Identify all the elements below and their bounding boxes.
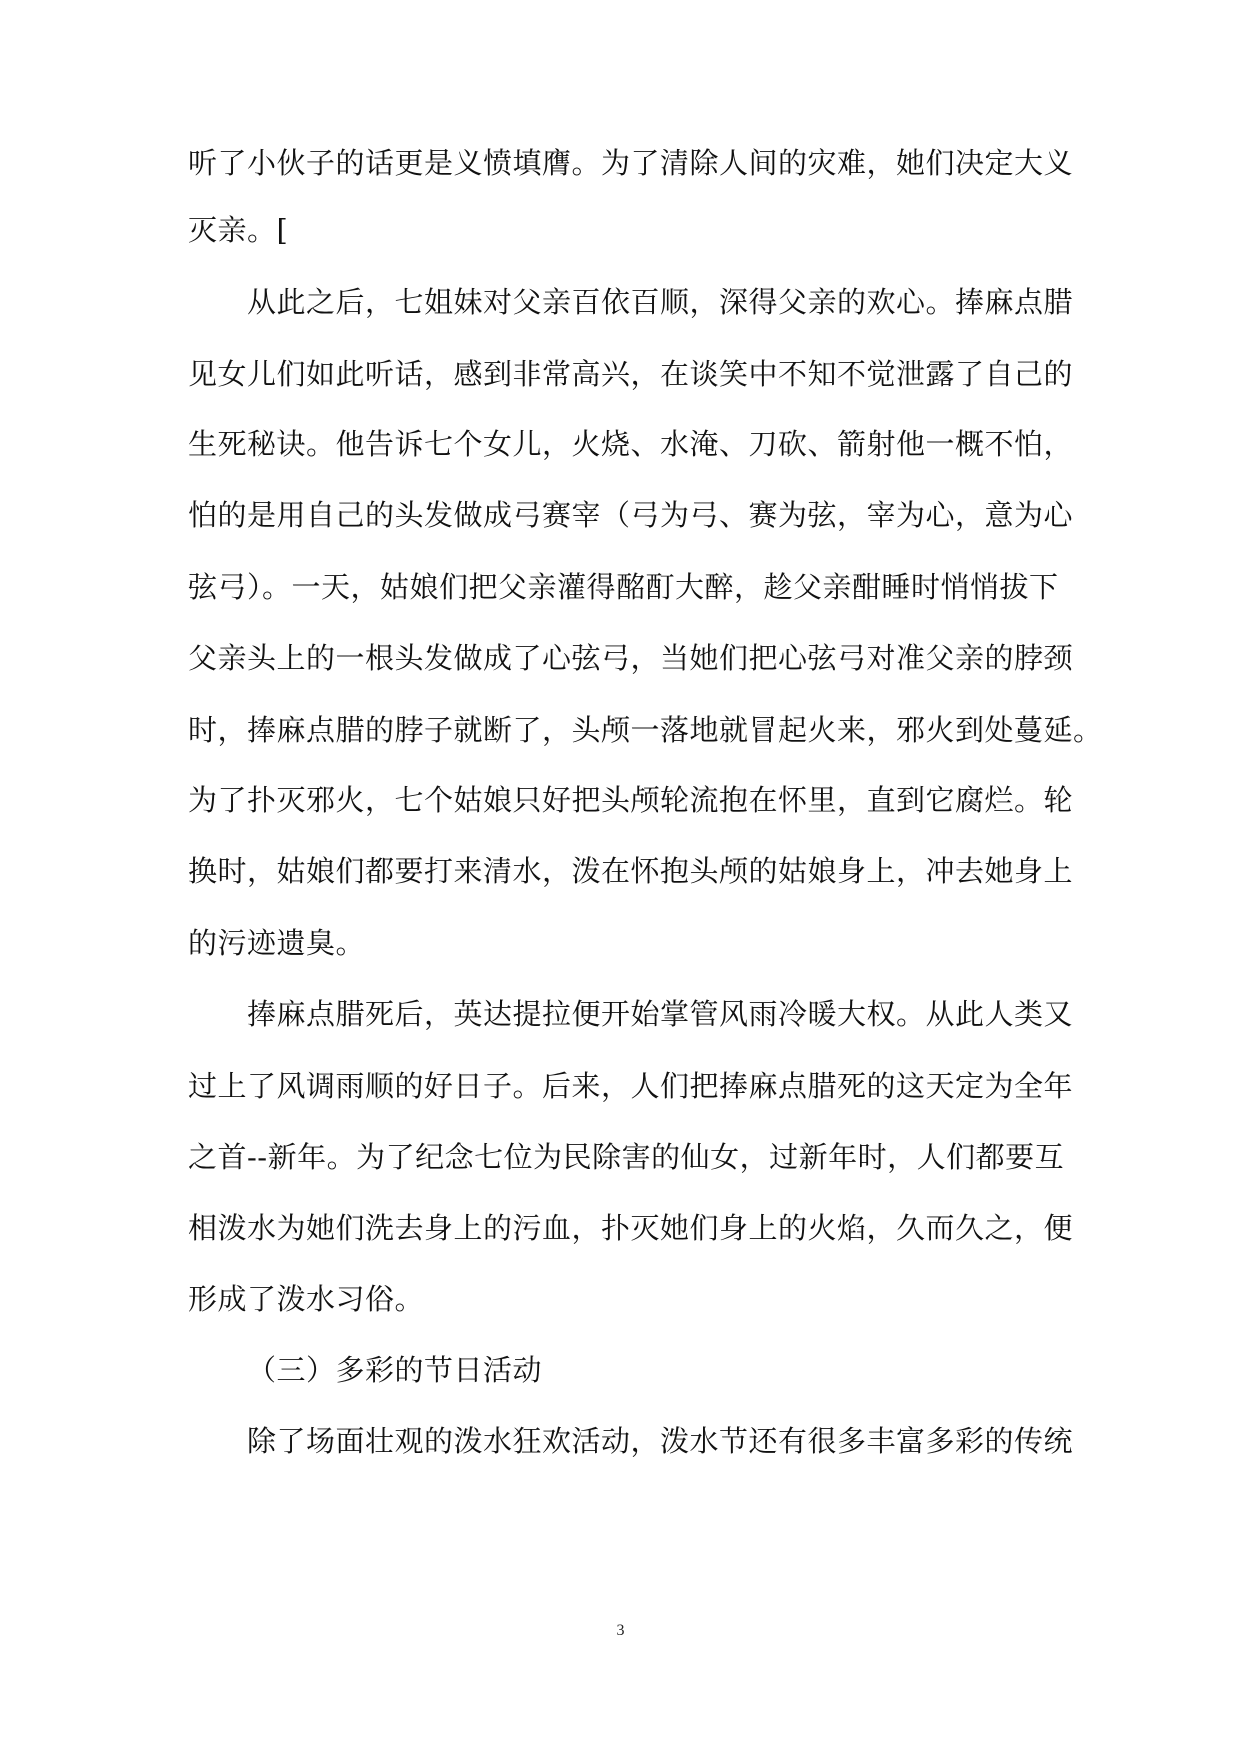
paragraph-line: 父亲头上的一根头发做成了心弦弓，当她们把心弦弓对准父亲的脖颈 (188, 641, 1074, 675)
paragraph-line: 的污迹遗臭。 (188, 926, 366, 960)
paragraph-line: 相泼水为她们洗去身上的污血，扑灭她们身上的火焰，久而久之，便 (188, 1211, 1074, 1245)
paragraph-line: 从此之后，七姐妹对父亲百依百顺，深得父亲的欢心。捧麻点腊 (247, 285, 1074, 319)
paragraph-line: 怕的是用自己的头发做成弓赛宰（弓为弓、赛为弦，宰为心，意为心 (188, 498, 1074, 532)
paragraph-line: 为了扑灭邪火，七个姑娘只好把头颅轮流抱在怀里，直到它腐烂。轮 (188, 783, 1074, 817)
paragraph-line: 形成了泼水习俗。 (188, 1282, 425, 1316)
page-number: 3 (616, 1622, 625, 1639)
paragraph-line: 除了场面壮观的泼水狂欢活动，泼水节还有很多丰富多彩的传统 (247, 1424, 1074, 1458)
paragraph-line: 生死秘诀。他告诉七个女儿，火烧、水淹、刀砍、箭射他一概不怕， (188, 427, 1074, 461)
paragraph-line: 弦弓）。一天，姑娘们把父亲灌得酩酊大醉，趁父亲酣睡时悄悄拔下 (188, 570, 1059, 604)
paragraph-line: 捧麻点腊死后，英达提拉便开始掌管风雨冷暖大权。从此人类又 (247, 997, 1074, 1031)
paragraph-line: 灭亲。[ (188, 213, 289, 247)
paragraph-line: 过上了风调雨顺的好日子。后来，人们把捧麻点腊死的这天定为全年 (188, 1069, 1074, 1103)
paragraph-line: 见女儿们如此听话，感到非常高兴，在谈笑中不知不觉泄露了自己的 (188, 357, 1074, 391)
paragraph-line: 时，捧麻点腊的脖子就断了，头颅一落地就冒起火来，邪火到处蔓延。 (188, 713, 1103, 747)
paragraph-line: 之首--新年。为了纪念七位为民除害的仙女，过新年时，人们都要互 (188, 1140, 1065, 1174)
paragraph-line: 换时，姑娘们都要打来清水，泼在怀抱头颅的姑娘身上，冲去她身上 (188, 854, 1074, 888)
paragraph-line: 听了小伙子的话更是义愤填膺。为了清除人间的灾难，她们决定大义 (188, 146, 1074, 180)
section-heading: （三）多彩的节日活动 (247, 1353, 543, 1387)
